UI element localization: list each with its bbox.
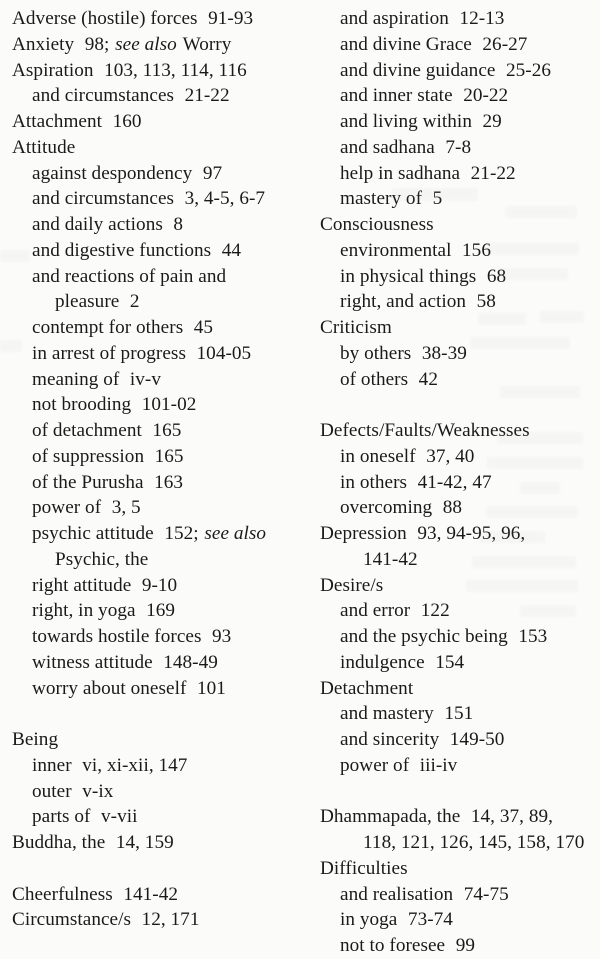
index-entry (320, 212, 596, 238)
index-page-locators: 37, 40 (426, 445, 475, 467)
index-entry-term: in others (340, 471, 408, 493)
index-subentry (340, 470, 596, 496)
index-subentry (55, 289, 294, 315)
index-page-locators: v-ix (82, 780, 114, 802)
index-entry-term: and error (340, 600, 411, 622)
index-page-locators: 12, 171 (141, 909, 200, 931)
index-entry-term: Aspiration (12, 59, 94, 81)
index-subentry (32, 418, 294, 444)
index-subentry (340, 650, 596, 676)
index-page-locators: 21-22 (470, 162, 516, 184)
index-page-locators: 29 (482, 111, 502, 132)
index-subentry (32, 521, 294, 547)
index-page-locators: 9-10 (141, 574, 178, 596)
index-entry-term: and circumstances (32, 188, 175, 210)
index-page-locators: 160 (112, 111, 142, 132)
index-page-locators: 14, 37, 89, (470, 806, 553, 828)
index-entry (320, 676, 596, 702)
index-entry (320, 804, 596, 830)
index-page-locators: 93, 94-95, 96, (417, 523, 526, 544)
index-entry-term: Adverse (hostile) forces (12, 8, 198, 29)
index-entry-term: against despondency (32, 162, 193, 184)
index-entry (320, 521, 596, 547)
index-page-locators: 152; (164, 523, 199, 544)
index-page-locators: 68 (486, 265, 507, 287)
index-subentry (32, 495, 294, 521)
index-entry-term: Difficulties (320, 857, 408, 879)
index-subentry (32, 573, 294, 599)
index-entry-term: Attachment (12, 111, 103, 132)
index-page-locators: iv-v (129, 368, 162, 390)
see-also-target: Worry (182, 33, 232, 55)
index-page-locators: 21-22 (184, 85, 230, 107)
index-entry-term: not to foresee (340, 935, 446, 956)
index-subentry (32, 341, 294, 367)
index-entry (12, 135, 294, 161)
index-entry-term: help in sadhana (340, 162, 461, 184)
index-subentry (340, 753, 596, 779)
index-entry-term: and reactions of pain and (32, 265, 227, 287)
index-entry-term: of the Purusha (32, 471, 144, 493)
index-page-locators: 154 (435, 651, 465, 673)
index-subentry (340, 495, 596, 521)
index-subentry (340, 367, 596, 393)
index-entry-term: Depression (320, 523, 407, 544)
see-also-label: see also (115, 33, 177, 55)
index-subentry (32, 315, 294, 341)
index-entry (12, 907, 294, 933)
index-entry-term: Anxiety (12, 33, 75, 55)
index-page-locators: 12-13 (459, 8, 505, 29)
index-page-locators: 165 (152, 420, 182, 441)
index-entry-term: 141-42 (363, 548, 418, 570)
index-entry (320, 573, 596, 599)
index-entry-term: and digestive functions (32, 239, 212, 261)
index-entry-term: Attitude (12, 136, 76, 158)
index-group-separator (320, 779, 596, 805)
index-entry-term: and divine guidance (340, 59, 496, 81)
index-subentry (32, 676, 294, 702)
index-subentry (340, 58, 596, 84)
index-entry-term: and aspiration (340, 8, 449, 29)
index-subentry (363, 830, 596, 856)
index-page-locators: 148-49 (163, 651, 218, 673)
index-subentry (340, 882, 596, 908)
index-subentry (340, 135, 596, 161)
index-page-locators: 104-05 (196, 342, 252, 364)
index-subentry (340, 933, 596, 959)
index-page-locators: 8 (173, 214, 184, 235)
index-entry-term: Being (12, 729, 59, 750)
index-page-locators: 97 (202, 162, 223, 184)
index-entry-term: and circumstances (32, 85, 175, 107)
index-entry-term: meaning of (32, 368, 120, 390)
index-entry-term: indulgence (340, 651, 425, 673)
index-group-separator (12, 701, 294, 727)
index-subentry (340, 32, 596, 58)
index-entry-term: Criticism (320, 317, 392, 338)
index-entry-term: Circumstance/s (12, 909, 131, 931)
index-entry-term: and realisation (340, 883, 454, 905)
index-entry-term: in arrest of progress (32, 342, 186, 364)
index-entry-term: Defects/Faults/Weaknesses (320, 420, 530, 441)
index-entry-term: overcoming (340, 497, 433, 519)
index-entry-term: towards hostile forces (32, 626, 202, 647)
index-page-locators: 20-22 (463, 85, 509, 107)
index-entry (320, 418, 596, 444)
index-entry-term: outer (32, 780, 72, 802)
index-page-locators: 91-93 (208, 8, 254, 29)
index-page-locators: 153 (518, 626, 548, 647)
index-subentry (32, 238, 294, 264)
index-subentry (32, 186, 294, 212)
index-subentry (340, 701, 596, 727)
index-subentry (340, 598, 596, 624)
index-entry-term: power of (32, 497, 102, 519)
index-entry-term: power of (340, 754, 410, 776)
index-subentry (32, 624, 294, 650)
index-page-locators: 45 (193, 317, 214, 338)
index-entry-term: of suppression (32, 445, 145, 467)
index-subentry (363, 547, 596, 573)
index-entry-term: contempt for others (32, 317, 184, 338)
index-page-locators: vi, xi-xii, 147 (82, 754, 188, 776)
index-entry-term: Cheerfulness (12, 883, 113, 905)
index-page-locators: 3, 5 (111, 497, 141, 519)
index-page-locators: 73-74 (407, 909, 453, 931)
index-entry-term: by others (340, 342, 412, 364)
index-subentry (340, 444, 596, 470)
index-page-locators: 165 (154, 445, 184, 467)
index-entry-term: and living within (340, 111, 472, 132)
index-page-locators: 7-8 (445, 136, 472, 158)
index-entry-term: psychic attitude (32, 523, 154, 544)
index-page-locators: 41-42, 47 (417, 471, 492, 493)
index-subentry (32, 753, 294, 779)
index-entry-term: worry about oneself (32, 677, 187, 699)
index-page-locators: 38-39 (421, 342, 467, 364)
index-subentry (340, 6, 596, 32)
index-entry-term: in oneself (340, 445, 416, 467)
index-entry-term: witness attitude (32, 651, 153, 673)
index-entry-term: 118, 121, 126, 145, 158, 170 (363, 832, 585, 853)
see-also-label: see also (204, 523, 267, 544)
index-entry-term: pleasure (55, 291, 120, 313)
index-subentry (340, 341, 596, 367)
index-page-locators: 101 (196, 677, 226, 699)
index-entry-term: Buddha, the (12, 832, 106, 853)
index-subentry (32, 392, 294, 418)
index-entry (320, 315, 596, 341)
index-page-locators: 88 (442, 497, 462, 519)
index-entry-term: and mastery (340, 703, 434, 725)
index-entry-term: and the psychic being (340, 626, 508, 647)
index-subentry (32, 83, 294, 109)
index-page-locators: 141-42 (123, 883, 178, 905)
index-subentry (32, 444, 294, 470)
index-page-locators: 74-75 (463, 883, 509, 905)
index-entry (12, 32, 294, 58)
index-subentry (32, 470, 294, 496)
index-entry-term: right, and action (340, 291, 467, 313)
index-subentry (340, 907, 596, 933)
index-page-locators: 93 (212, 626, 232, 647)
index-entry-term: environmental (340, 239, 452, 261)
index-entry-term: not brooding (32, 394, 132, 416)
index-page-locators: 156 (462, 239, 491, 261)
index-subentry (32, 367, 294, 393)
index-entry-term: of detachment (32, 420, 142, 441)
index-subentry (32, 161, 294, 187)
index-entry-term: and divine Grace (340, 33, 472, 55)
index-entry-term: and daily actions (32, 214, 163, 235)
index-page-locators: 25-26 (506, 59, 552, 81)
index-page-locators: iii-iv (419, 754, 458, 776)
index-entry-term: inner (32, 754, 72, 776)
index-entry (12, 6, 294, 32)
index-entry (12, 109, 294, 135)
index-entry-term: and inner state (340, 85, 453, 107)
index-entry (12, 830, 294, 856)
index-column-left (0, 0, 300, 931)
index-entry (12, 882, 294, 908)
index-entry-term: in physical things (340, 265, 477, 287)
index-group-separator (320, 392, 596, 418)
index-subentry (340, 264, 596, 290)
index-page-locators: 169 (146, 600, 176, 622)
index-subentry (32, 650, 294, 676)
index-entry-term: of others (340, 368, 409, 390)
index-subentry (340, 238, 596, 264)
index-page-locators: 122 (420, 600, 450, 622)
index-entry-term: Psychic, the (55, 548, 149, 570)
index-entry-term: in yoga (340, 909, 398, 931)
index-page-locators: 5 (432, 188, 443, 210)
index-entry-term: Consciousness (320, 214, 434, 235)
index-column-right (300, 0, 600, 956)
index-subentry (340, 727, 596, 753)
index-entry-term: Dhammapada, the (320, 806, 461, 828)
index-page-locators: 98; (84, 33, 110, 55)
index-entry (12, 727, 294, 753)
index-subentry (340, 186, 596, 212)
index-page-locators: 101-02 (141, 394, 197, 416)
index-group-separator (12, 856, 294, 882)
index-subentry (32, 598, 294, 624)
index-subentry (32, 779, 294, 805)
index-entry-term: right, in yoga (32, 600, 136, 622)
index-page-locators: v-vii (101, 806, 138, 828)
index-subentry (340, 161, 596, 187)
index-entry-term: right attitude (32, 574, 132, 596)
index-subentry (32, 264, 294, 290)
index-entry-term: Detachment (320, 677, 414, 699)
index-page-locators: 14, 159 (115, 832, 174, 853)
index-subentry (340, 624, 596, 650)
index-page-locators: 163 (154, 471, 184, 493)
index-page-locators: 42 (418, 368, 438, 390)
index-page-locators: 58 (476, 291, 496, 313)
index-page-locators: 99 (455, 935, 475, 956)
index-subentry (340, 83, 596, 109)
index-subentry (340, 289, 596, 315)
index-entry (12, 58, 294, 84)
index-entry-term: and sincerity (340, 729, 440, 750)
index-page-locators: 149-50 (449, 729, 505, 750)
index-entry-term: parts of (32, 806, 91, 828)
index-subentry (340, 109, 596, 135)
index-entry-term: mastery of (340, 188, 423, 210)
index-page-locators: 44 (221, 239, 241, 261)
index-entry-term: Desire/s (320, 574, 384, 596)
index-subentry (32, 804, 294, 830)
index-page-locators: 26-27 (482, 33, 528, 55)
index-page-locators: 151 (444, 703, 474, 725)
index-entry (320, 856, 596, 882)
index-subentry (55, 547, 294, 573)
index-subentry (32, 212, 294, 238)
index-page-locators: 3, 4-5, 6-7 (184, 188, 266, 210)
index-entry-term: and sadhana (340, 136, 435, 158)
index-page-locators: 2 (129, 291, 140, 313)
index-page-locators: 103, 113, 114, 116 (104, 59, 247, 81)
